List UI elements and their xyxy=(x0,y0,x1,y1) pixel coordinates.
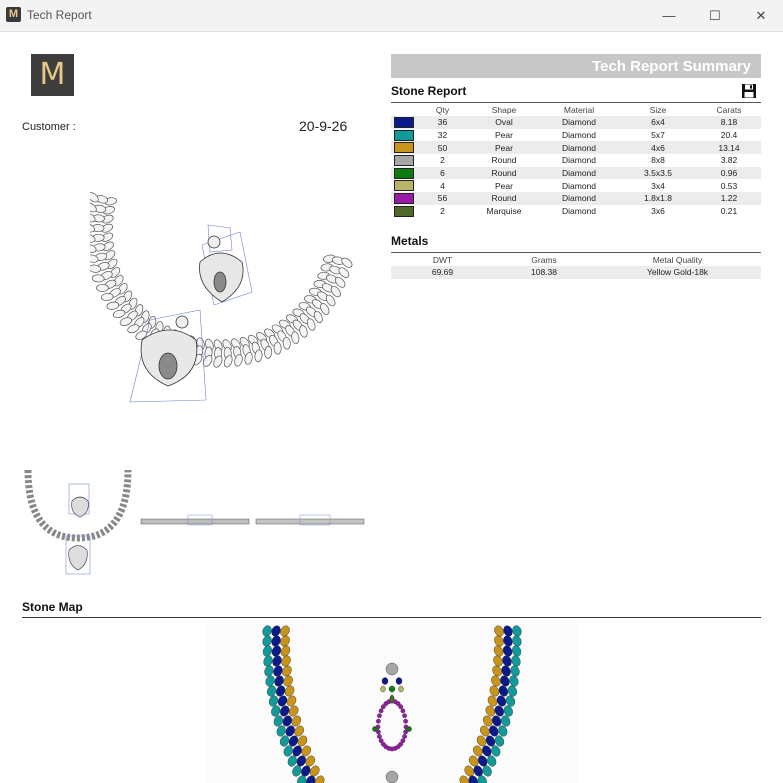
map-stone xyxy=(376,719,380,723)
necklace-stone xyxy=(274,342,281,354)
map-stone xyxy=(280,654,293,668)
map-stone xyxy=(264,674,276,687)
summary-banner xyxy=(391,54,761,78)
color-swatch xyxy=(394,117,414,128)
company-logo xyxy=(31,54,74,96)
window-title: Tech Report xyxy=(27,8,92,22)
necklace-stone xyxy=(101,293,114,301)
top-view-thumbnail[interactable] xyxy=(255,512,365,530)
maximize-button[interactable]: ☐ xyxy=(709,8,721,23)
column-header-shape: Shape xyxy=(491,105,517,115)
map-stone xyxy=(390,695,394,703)
color-swatch xyxy=(394,193,414,204)
material-cell: Diamond xyxy=(561,180,597,191)
shape-cell: Round xyxy=(469,192,539,205)
summary-title: Tech Report Summary xyxy=(592,58,751,75)
material-cell: Diamond xyxy=(539,116,619,129)
size-cell: 8x8 xyxy=(651,155,665,166)
map-stone xyxy=(501,654,513,668)
map-stone xyxy=(271,654,283,668)
map-stone xyxy=(402,734,406,738)
map-stone xyxy=(389,686,395,692)
necklace-stone xyxy=(340,256,354,269)
qty-cell: 36 xyxy=(416,116,469,129)
map-stone xyxy=(281,664,294,678)
table-row[interactable] xyxy=(391,167,761,180)
necklace-stone xyxy=(106,301,119,310)
table-row[interactable] xyxy=(391,154,761,167)
shape-cell: Oval xyxy=(469,116,539,129)
material-cell: Diamond xyxy=(561,155,597,166)
column-header-carats: Carats xyxy=(716,105,742,115)
necklace-stone xyxy=(96,284,108,291)
map-stone xyxy=(381,686,386,692)
save-icon[interactable] xyxy=(741,83,757,99)
stone-report-table xyxy=(391,104,761,218)
map-stone xyxy=(386,771,398,783)
carats-cell: 20.4 xyxy=(720,130,738,141)
metals-table xyxy=(391,254,761,279)
necklace-stone xyxy=(212,355,224,369)
map-stone xyxy=(488,684,501,698)
size-cell: 3x6 xyxy=(651,206,665,217)
material-cell: Diamond xyxy=(539,192,619,205)
map-stone xyxy=(274,684,286,698)
qty-cell: 56 xyxy=(416,192,469,205)
metals-header-row xyxy=(391,254,761,266)
map-stone xyxy=(399,686,404,692)
carats-cell: 1.22 xyxy=(697,192,761,205)
map-stone xyxy=(279,634,292,648)
map-stone xyxy=(507,684,519,697)
customer-label: Customer : xyxy=(22,121,76,133)
color-swatch xyxy=(394,155,414,166)
qty-cell: 2 xyxy=(440,206,445,217)
table-row[interactable] xyxy=(391,129,761,142)
map-stone xyxy=(262,654,274,667)
table-row[interactable] xyxy=(391,116,761,129)
map-stone xyxy=(263,664,275,677)
shape-cell: Marquise xyxy=(486,206,522,217)
map-stone xyxy=(282,674,295,688)
map-stone xyxy=(273,674,285,688)
stone-map-rule xyxy=(22,617,761,618)
window-titlebar xyxy=(0,0,783,32)
color-swatch xyxy=(394,206,414,217)
column-header-grams: Grams xyxy=(531,255,557,265)
map-stone xyxy=(509,664,521,677)
qty-cell: 32 xyxy=(437,130,448,141)
qty-cell: 6 xyxy=(416,167,469,180)
map-stone xyxy=(382,678,388,685)
stone-map-title: Stone Map xyxy=(22,600,83,614)
carats-cell: 3.82 xyxy=(720,155,738,166)
qty-cell: 4 xyxy=(440,180,445,191)
column-header-metal-quality: Metal Quality xyxy=(652,255,703,265)
map-stone xyxy=(508,674,520,687)
shape-cell: Pear xyxy=(495,130,513,141)
table-row[interactable] xyxy=(391,192,761,205)
report-date: 20-9-26 xyxy=(299,118,348,134)
shape-cell: Pear xyxy=(495,180,513,191)
metals-rule xyxy=(391,252,761,253)
color-swatch xyxy=(394,168,414,179)
map-stone xyxy=(511,644,523,657)
map-stone xyxy=(492,644,505,658)
material-cell: Diamond xyxy=(539,167,619,180)
map-stone xyxy=(499,674,511,688)
map-stone xyxy=(270,644,282,658)
necklace-stone xyxy=(223,354,234,368)
metal-quality-cell: Yellow Gold-18k xyxy=(594,266,761,279)
carats-cell: 0.53 xyxy=(720,180,738,191)
map-stone xyxy=(493,634,506,648)
map-stone xyxy=(510,654,522,667)
necklace-render-image xyxy=(90,170,360,415)
map-stone xyxy=(490,674,503,688)
app-icon-letter: M xyxy=(8,8,19,20)
column-header-dwt: DWT xyxy=(432,255,453,265)
stone-report-rule xyxy=(391,102,761,103)
map-stone xyxy=(396,678,402,685)
shape-cell: Round xyxy=(491,155,517,166)
map-stone xyxy=(379,709,383,713)
carats-cell: 8.18 xyxy=(697,116,761,129)
side-view-thumbnail[interactable] xyxy=(140,512,250,530)
qty-cell: 2 xyxy=(440,155,445,166)
map-stone xyxy=(401,709,405,713)
column-header-material: Material xyxy=(563,105,595,115)
grams-cell: 108.38 xyxy=(494,266,594,279)
necklace-stone xyxy=(283,337,291,350)
map-stone xyxy=(406,726,411,731)
size-cell: 6x4 xyxy=(619,116,697,129)
map-stone xyxy=(372,726,377,731)
size-cell: 4x6 xyxy=(619,141,697,154)
minimize-button[interactable]: — xyxy=(662,8,676,23)
map-stone xyxy=(403,719,407,723)
color-swatch xyxy=(394,142,414,153)
map-stone xyxy=(386,663,398,675)
stone-map-image xyxy=(207,619,577,783)
metals-title: Metals xyxy=(391,234,429,248)
stone-report-title: Stone Report xyxy=(391,84,467,98)
map-stone xyxy=(501,644,513,658)
size-cell: 3.5x3.5 xyxy=(619,167,697,180)
logo-letter: M xyxy=(39,57,66,92)
map-stone xyxy=(283,684,296,698)
column-header-qty: Qty xyxy=(435,105,450,115)
close-button[interactable]: ✕ xyxy=(755,8,767,23)
map-stone xyxy=(377,734,381,738)
map-stone xyxy=(279,644,292,658)
dwt-cell: 69.69 xyxy=(391,266,494,279)
map-stone xyxy=(379,739,383,743)
column-header-color xyxy=(391,104,416,116)
app-logo-icon xyxy=(6,7,21,22)
table-row[interactable] xyxy=(391,179,761,192)
front-view-thumbnail[interactable] xyxy=(22,466,134,578)
table-row[interactable] xyxy=(391,266,761,279)
material-cell: Diamond xyxy=(539,141,619,154)
map-stone xyxy=(272,664,284,678)
table-row[interactable] xyxy=(391,205,761,218)
color-swatch xyxy=(394,130,414,141)
map-stone xyxy=(497,684,509,698)
shape-cell: Round xyxy=(469,167,539,180)
necklace-stone xyxy=(291,331,300,344)
map-stone xyxy=(266,684,278,697)
map-stone xyxy=(399,705,403,709)
size-cell: 3x4 xyxy=(651,180,665,191)
map-stone xyxy=(402,714,406,718)
size-cell: 5x7 xyxy=(651,130,665,141)
carats-cell: 0.96 xyxy=(697,167,761,180)
material-cell: Diamond xyxy=(561,130,597,141)
map-stone xyxy=(377,714,381,718)
carats-cell: 0.21 xyxy=(720,206,738,217)
color-swatch xyxy=(394,180,414,191)
map-stone xyxy=(262,644,274,657)
material-cell: Diamond xyxy=(561,206,597,217)
map-stone xyxy=(492,654,505,668)
carats-cell: 13.14 xyxy=(697,141,761,154)
shape-cell: Pear xyxy=(469,141,539,154)
stone-report-header-row xyxy=(391,104,761,116)
map-stone xyxy=(491,664,504,678)
table-row[interactable] xyxy=(391,141,761,154)
map-stone xyxy=(500,664,512,678)
size-cell: 1.8x1.8 xyxy=(619,192,697,205)
column-header-size: Size xyxy=(649,105,667,115)
qty-cell: 50 xyxy=(416,141,469,154)
